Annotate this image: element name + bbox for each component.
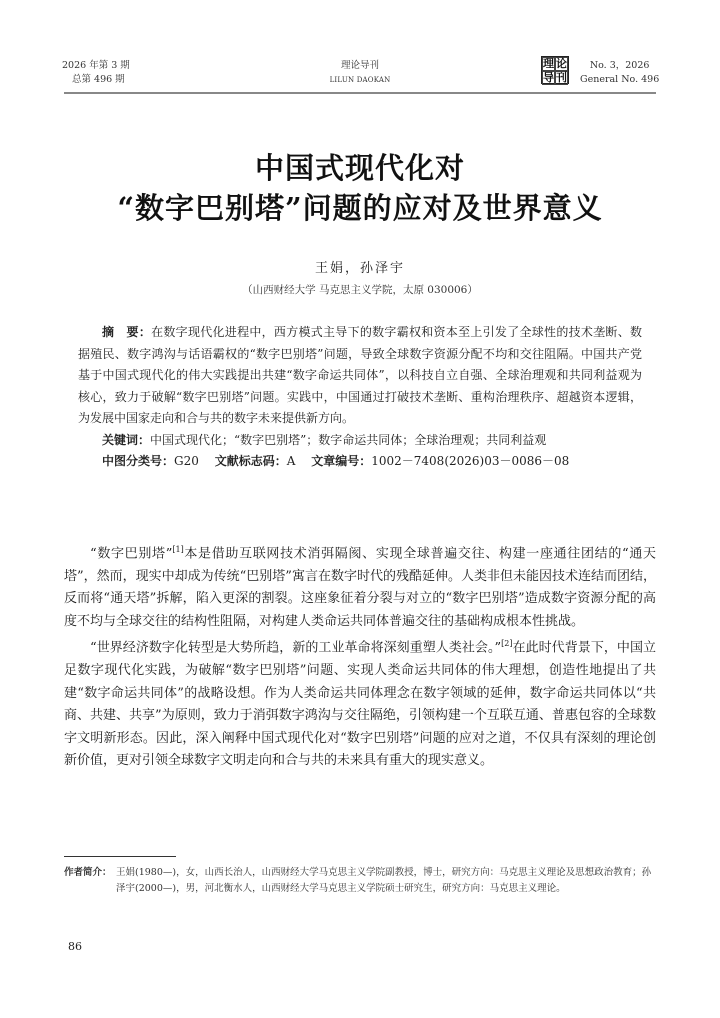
- article-no-label: 文章编号：: [311, 454, 372, 468]
- page-number: 86: [68, 940, 82, 953]
- paragraph-1: [64, 539, 656, 633]
- logo-char: 论: [556, 57, 567, 70]
- citation-1[interactable]: [1]: [172, 545, 184, 554]
- citation-2[interactable]: [2]: [501, 639, 513, 649]
- issue-number-en: No. 3，2026: [589, 60, 650, 71]
- logo-char: 理: [543, 57, 554, 70]
- body-text: [64, 539, 656, 773]
- footnote-text: 王娟(1980—)，女，山西长治人，山西财经大学马克思主义学院副教授，博士，研究方向：马克思主义理论及思想政治教育；孙泽宇(2000—)，男，河北衡水人，山西财经大学马克思主义学院硕士研究生，研究方向：马克思主义理论。: [116, 867, 652, 894]
- header-divider: [64, 92, 656, 94]
- classification-line: [78, 451, 642, 473]
- p1-text: 本是借助互联网技术消弭隔阂、实现全球普遍交往、构建一座通往团结的“通天塔”，然而，现实中却成为传统“巴别塔”寓言在数字时代的残酷延伸。人类非但未能因技术连结而团结，反而将“通天塔”拆解，陷入更深的割裂。这座象征着分裂与对立的“数字巴别塔”造成数字资源分配的高度不均与全球交往的结构性阻隔，对构建人类命运共同体普遍交往的基础构成根本性挑战。: [64, 546, 656, 629]
- clc-value: G20: [174, 454, 199, 468]
- issue-total-number: 总第 496 期: [72, 74, 125, 85]
- logo-char: 刊: [556, 71, 567, 84]
- p1-quote: “数字巴别塔”: [90, 546, 173, 562]
- journal-name-cn: 理论导刊: [340, 60, 379, 71]
- general-number-en: General No. 496: [580, 74, 660, 85]
- p2-text: 在此时代背景下，中国立足数字现代化实践，为破解“数字巴别塔”问题、实现人类命运共同体的伟大理想，创造性地提出了共建“数字命运共同体”的战略设想。作为人类命运共同体理念在数字领域的延伸，数字命运共同体以“共商、共建、共享”为原则，致力于消弭数字鸿沟与交往隔绝，引领构建一个互联互通、普惠包容的全球数字文明新形态。因此，深入阐释中国式现代化对“数字巴别塔”问题的应对之道，不仅具有深刻的理论创新价值，更对引领全球数字文明走向和合与共的未来具有重大的现实意义。: [64, 640, 656, 769]
- footnote-label: 作者简介：: [64, 867, 112, 878]
- footnote-divider: [64, 856, 176, 857]
- journal-logo-icon: [541, 56, 569, 84]
- paragraph-2: [64, 633, 656, 772]
- abstract-text: 在数字现代化进程中，西方模式主导下的数字霸权和资本至上引发了全球性的技术垄断、数据殖民、数字鸿沟与话语霸权的“数字巴别塔”问题，导致全球数字资源分配不均和交往阻隔。中国共产党基于中国式现代化的伟大实践提出共建“数字命运共同体”，以科技自立自强、全球治理观和共同利益观为核心，致力于破解“数字巴别塔”问题。实践中，中国通过打破技术垄断、重构治理秩序、超越资本逻辑，为发展中国家走向和合与共的数字未来提供新方向。: [78, 325, 642, 425]
- title-line-1: 中国式现代化对: [254, 151, 465, 185]
- authors: 王娟，孙泽宇: [314, 261, 405, 276]
- p2-quote: “世界经济数字化转型是大势所趋，新的工业革命将深刻重塑人类社会。”: [90, 640, 502, 656]
- author-footnote: [64, 865, 656, 896]
- article-no-value: 1002－7408(2026)03－0086－08: [371, 454, 570, 468]
- keywords-text: 中国式现代化；“数字巴别塔”；数字命运共同体；全球治理观；共同利益观: [150, 432, 547, 447]
- logo-char: 导: [543, 71, 554, 84]
- issue-info-en: [580, 59, 659, 87]
- issue-year-number: 2026 年第 3 期: [62, 60, 130, 71]
- abstract-label: 摘 要：: [102, 325, 152, 339]
- abstract-block: [78, 322, 642, 473]
- doc-code-value: A: [286, 454, 296, 468]
- article-title: [0, 148, 720, 228]
- abstract: [78, 322, 642, 430]
- journal-name-en: LILUN DAOKAN: [329, 76, 391, 84]
- keywords: [78, 430, 642, 452]
- doc-code-label: 文献标志码：: [214, 454, 287, 468]
- keywords-label: 关键词：: [102, 432, 151, 447]
- title-line-2: “数字巴别塔”问题的应对及世界意义: [117, 191, 603, 225]
- clc-label: 中图分类号：: [102, 454, 175, 468]
- affiliation: （山西财经大学 马克思主义学院，太原 030006）: [242, 284, 478, 296]
